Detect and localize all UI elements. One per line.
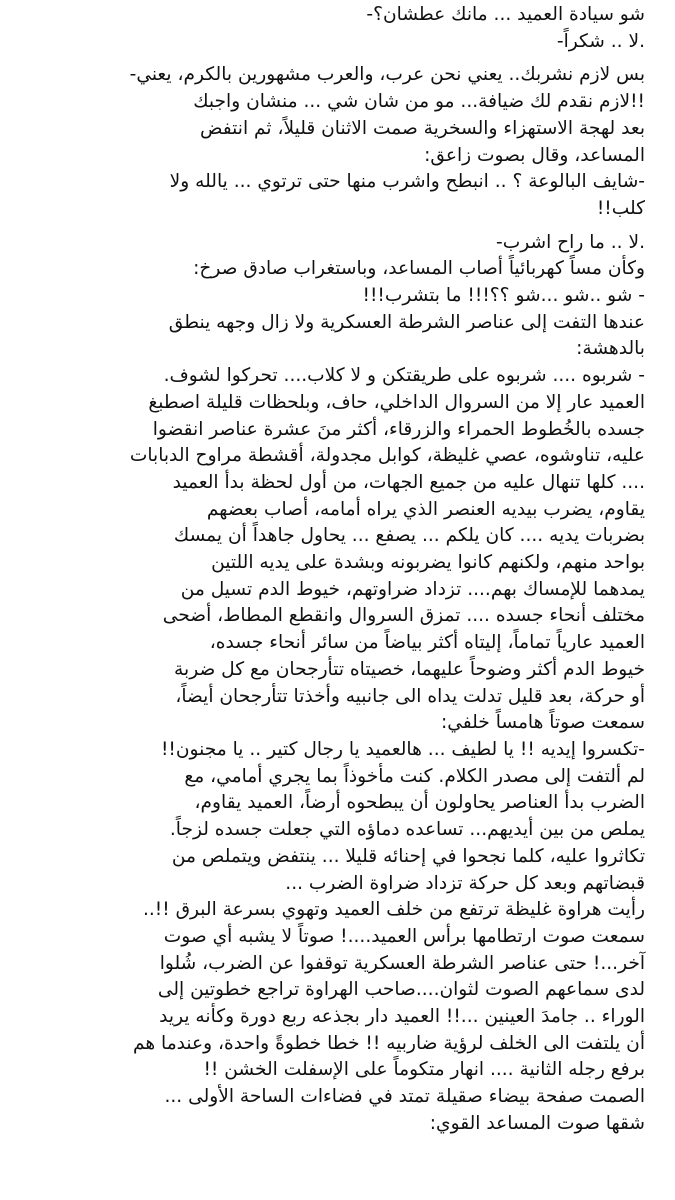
text-line: يمدهما للإمساك بهم.... تزداد ضراوتهم، خيوط الدم تسيل من — [180, 578, 645, 600]
text-line: .لا .. ما راح اشرب- — [496, 231, 645, 253]
text-line: شقها صوت المساعد القوي: — [429, 1112, 645, 1134]
text-line: العميد عارياً تماماً، إليتاه أكثر بياضاً من سائر أنحاء جسده، — [209, 632, 645, 654]
text-line: المساعد، وقال بصوت زاعق: — [424, 144, 645, 166]
paragraph-gap — [22, 55, 645, 62]
text-line: أو حركة، بعد قليل تدلت يداه الى جانبيه وأخذتا تتأرجحان أيضاً، — [175, 685, 645, 707]
text-line: جسده بالخُطوط الحمراء والزرقاء، أكثر منَ عشرة عناصر انقضوا — [152, 418, 645, 440]
text-line: وكأن مساً كهربائياً أصاب المساعد، وباستغراب صادق صرخ: — [193, 258, 645, 280]
text-line: بضربات يديه .... كان يلكم ... يصفع ... يحاول جاهداً أن يمسك — [173, 525, 645, 547]
text-line: رأيت هراوة غليظة ترتفع من خلف العميد وتهوي بسرعة البرق !!.. — [142, 899, 645, 921]
text-line: الوراء .. جامدَ العينين ...!! العميد دار بجذعه ربع دورة وكأنه يريد — [159, 1006, 645, 1028]
text-line: .لا .. شكراً- — [556, 30, 645, 52]
text-line: يملص من بين أيديهم... تساعده دماؤه التي جعلت جسده لزجاً. — [169, 819, 645, 841]
text-line: الضرب بدأ العناصر يحاولون أن يبطحوه أرضاً، العميد يقاوم، — [194, 792, 645, 814]
text-line: - شو ..شو ...شو ؟؟!!! ما بتشرب!!! — [362, 285, 645, 307]
text-line: -شايف البالوعة ؟ .. انبطح واشرب منها حتى ترتوي ... يالله ولا — [169, 171, 645, 193]
text-line: - شربوه .... شربوه على طريقتكن و لا كلاب.... تحركوا لشوف. — [163, 365, 645, 387]
text-line: آخر...! حتى عناصر الشرطة العسكرية توقفوا عن الضرب، شُلوا — [159, 952, 645, 974]
text-line: لدى سماعهم الصوت لثوان....صاحب الهراوة تراجع خطوتين إلى — [157, 979, 645, 1001]
text-line: شو سيادة العميد ... مانك عطشان؟- — [366, 4, 645, 25]
text-line: برفع رجله الثانية .... انهار متكوماً على الإسفلت الخشن !! — [203, 1059, 645, 1081]
text-line: مختلف أنحاء جسده .... تمزق السروال وانقطع المطاط، أضحى — [162, 605, 645, 627]
text-line: !!لازم نقدم لك ضيافة... مو من شان شي ... منشان واجبك — [193, 91, 645, 113]
text-line: يقاوم، يضرب بيديه العنصر الذي يراه أمامه، أصاب بعضهم — [206, 498, 645, 520]
text-line: عليه، تناوشوه، عصي غليظة، كوابل مجدولة، أقشطة مراوح الدبابات — [129, 445, 645, 467]
text-line: لم ألتفت إلى مصدر الكلام. كنت مأخوذاً بما يجري أمامي، مع — [184, 765, 645, 787]
text-line: خيوط الدم أكثر وضوحاً عليهما، خصيتاه تتأرجحان مع كل ضربة — [174, 658, 645, 680]
text-line: سمعت صوت ارتطامها برأس العميد....! صوتاً لا يشبه أي صوت — [163, 925, 645, 947]
text-line: -تكسروا إيديه !! يا لطيف ... هالعميد يا رجال كتير .. يا مجنون!! — [160, 738, 645, 760]
text-line: بس لازم نشربك.. يعني نحن عرب، والعرب مشهورين بالكرم، يعني- — [129, 64, 645, 86]
text-line: أن يلتفت الى الخلف لرؤية ضاربيه !! خطا خطوةً واحدة، وعندما هم — [132, 1032, 645, 1054]
text-line: بعد لهجة الاستهزاء والسخرية صمت الاثنان قليلاً، ثم انتفض — [199, 117, 645, 139]
text-line: تكاثروا عليه، كلما نجحوا في إحنائه قليلا ... ينتفض ويتملص من — [171, 845, 645, 867]
text-line: العميد عار إلا من السروال الداخلي، حاف، وبلحظات قليلة اصطبغ — [148, 391, 645, 413]
paragraph-gap — [22, 223, 645, 230]
text-line: قبضاتهم وبعد كل حركة تزداد ضراوة الضرب ... — [285, 872, 645, 894]
text-line: بواحد منهم، ولكنهم كانوا يضربونه وبشدة على يديه اللتين — [211, 552, 645, 574]
text-line: كلب!! — [596, 197, 645, 219]
text-line: بالدهشة: — [576, 338, 645, 360]
text-line: الصمت صفحة بيضاء صقيلة تمتد في فضاءات الساحة الأولى ... — [164, 1086, 645, 1108]
text-line: سمعت صوتاً هامساً خلفي: — [440, 712, 645, 734]
text-line: .... كلها تنهال عليه من جميع الجهات، من أول لحظة بدأ العميد — [172, 471, 645, 493]
text-line: عندها التفت إلى عناصر الشرطة العسكرية ولا زال وجهه ينطق — [168, 311, 645, 333]
